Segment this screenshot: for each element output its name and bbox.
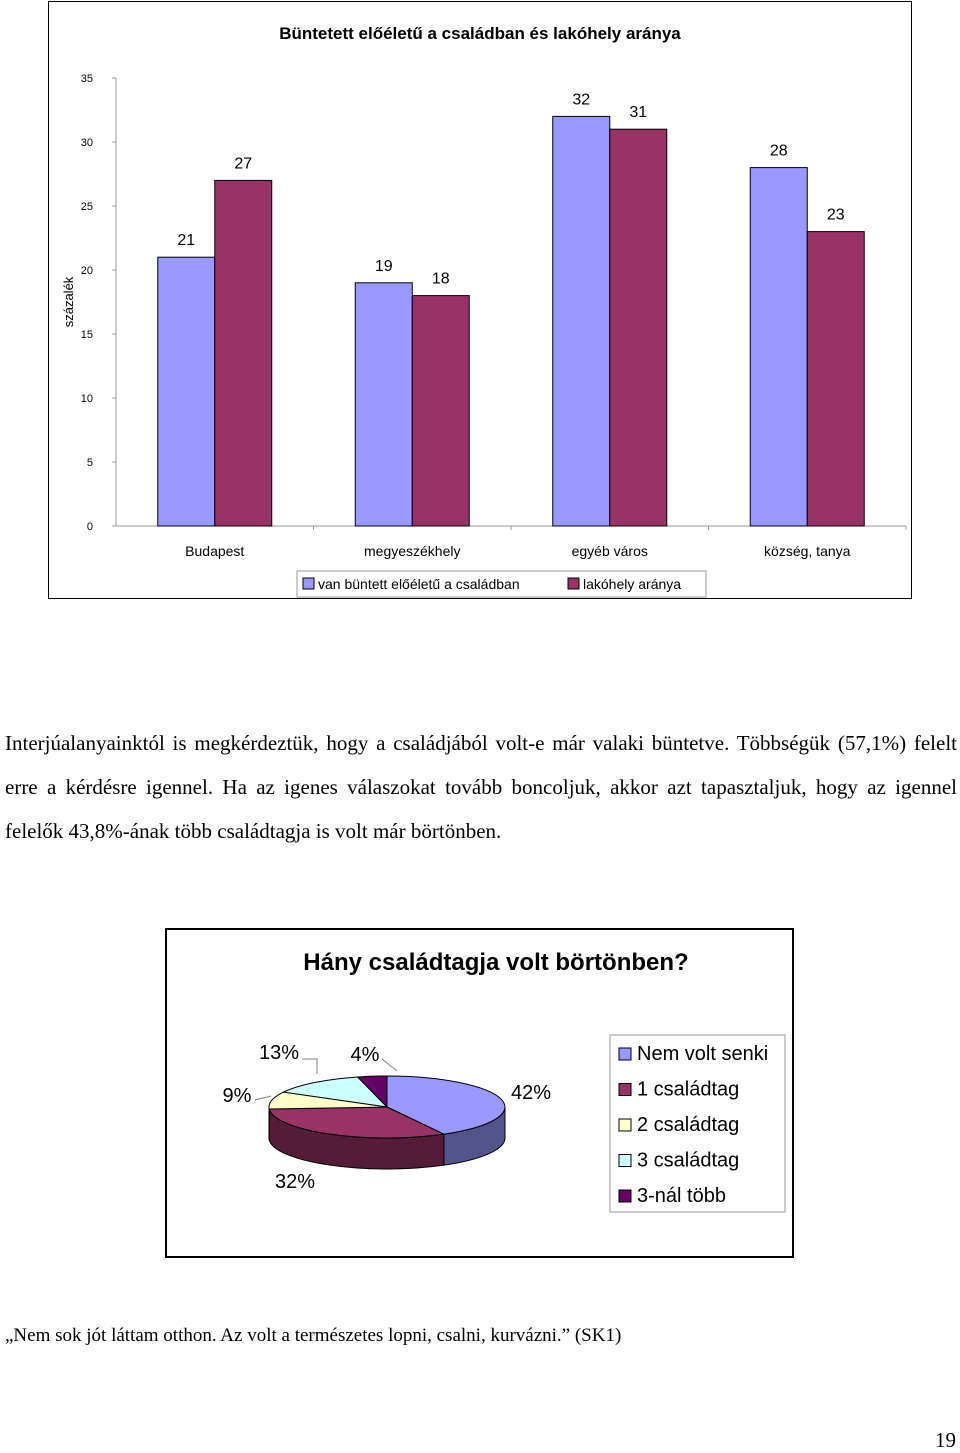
pie-leader-line bbox=[382, 1059, 397, 1071]
bar bbox=[158, 257, 215, 526]
y-axis-label: százalék bbox=[61, 276, 76, 327]
pie-legend-swatch bbox=[619, 1048, 631, 1060]
bar bbox=[807, 232, 864, 526]
pie-percent-label: 9% bbox=[223, 1085, 252, 1107]
y-tick-label: 10 bbox=[81, 393, 93, 405]
pie-legend-swatch bbox=[619, 1119, 631, 1131]
interview-quote: „Nem sok jót láttam otthon. Az volt a természetes lopni, csalni, kurvázni.” (SK1) bbox=[5, 1323, 621, 1349]
y-tick-label: 0 bbox=[87, 521, 93, 533]
pie-percent-label: 32% bbox=[275, 1171, 315, 1193]
bar bbox=[355, 283, 412, 526]
pie-percent-label: 4% bbox=[351, 1044, 380, 1066]
legend-swatch bbox=[303, 578, 314, 589]
bar-chart-title: Büntetett előéletű a családban és lakóhely aránya bbox=[279, 24, 681, 43]
x-category-label: megyeszékhely bbox=[364, 543, 461, 559]
bar-chart bbox=[48, 1, 912, 599]
y-tick-label: 25 bbox=[81, 201, 93, 213]
pie-legend-label: 2 családtag bbox=[637, 1114, 739, 1136]
y-tick-label: 30 bbox=[81, 137, 93, 149]
legend-swatch bbox=[568, 578, 579, 589]
legend-label: van büntett előéletű a családban bbox=[318, 576, 520, 592]
bar-value-label: 19 bbox=[375, 258, 393, 275]
pie-legend-swatch bbox=[619, 1084, 631, 1096]
pie-leader-line bbox=[255, 1096, 271, 1100]
y-tick-label: 35 bbox=[81, 73, 93, 85]
bar bbox=[750, 168, 807, 526]
bar-value-label: 31 bbox=[629, 104, 647, 121]
bar bbox=[610, 129, 667, 526]
bar bbox=[215, 180, 272, 526]
bar bbox=[412, 296, 469, 526]
legend-label: lakóhely aránya bbox=[583, 576, 681, 592]
y-tick-label: 20 bbox=[81, 265, 93, 277]
pie-percent-label: 13% bbox=[259, 1042, 299, 1064]
bar-value-label: 23 bbox=[827, 207, 845, 224]
pie-chart-svg bbox=[167, 930, 792, 1256]
bar-value-label: 27 bbox=[234, 155, 252, 172]
pie-chart-title: Hány családtagja volt börtönben? bbox=[303, 949, 688, 976]
pie-leader-line bbox=[302, 1059, 317, 1074]
bar-value-label: 32 bbox=[572, 91, 590, 108]
pie-legend-swatch bbox=[619, 1190, 631, 1202]
pie-legend-swatch bbox=[619, 1155, 631, 1167]
pie-chart bbox=[165, 928, 794, 1258]
bar bbox=[553, 116, 610, 526]
y-tick-label: 15 bbox=[81, 329, 93, 341]
bar-chart-svg bbox=[49, 2, 911, 598]
pie-legend-label: 1 családtag bbox=[637, 1079, 739, 1101]
x-category-label: Budapest bbox=[185, 543, 244, 559]
pie-legend-label: 3 családtag bbox=[637, 1150, 739, 1172]
y-tick-label: 5 bbox=[87, 457, 93, 469]
pie-legend-label: Nem volt senki bbox=[637, 1043, 768, 1065]
page-number: 19 bbox=[935, 1428, 956, 1453]
pie-legend-label: 3-nál több bbox=[637, 1185, 726, 1207]
x-category-label: község, tanya bbox=[764, 543, 851, 559]
pie-percent-label: 42% bbox=[511, 1082, 551, 1104]
bar-value-label: 21 bbox=[177, 232, 195, 249]
body-paragraph: Interjúalanyainktól is megkérdeztük, hogy a családjából volt-e már valaki büntetve. Többségük (57,1%) felelt erre a kérdésre igennel. Ha az igenes válaszokat tovább boncoljuk, akkor azt tapasztaljuk, hogy az igennel felelők 43,8%-ának több családtagja is volt már börtönben. bbox=[5, 721, 957, 853]
x-category-label: egyéb város bbox=[572, 543, 648, 559]
bar-value-label: 28 bbox=[770, 143, 788, 160]
bar-value-label: 18 bbox=[432, 271, 450, 288]
